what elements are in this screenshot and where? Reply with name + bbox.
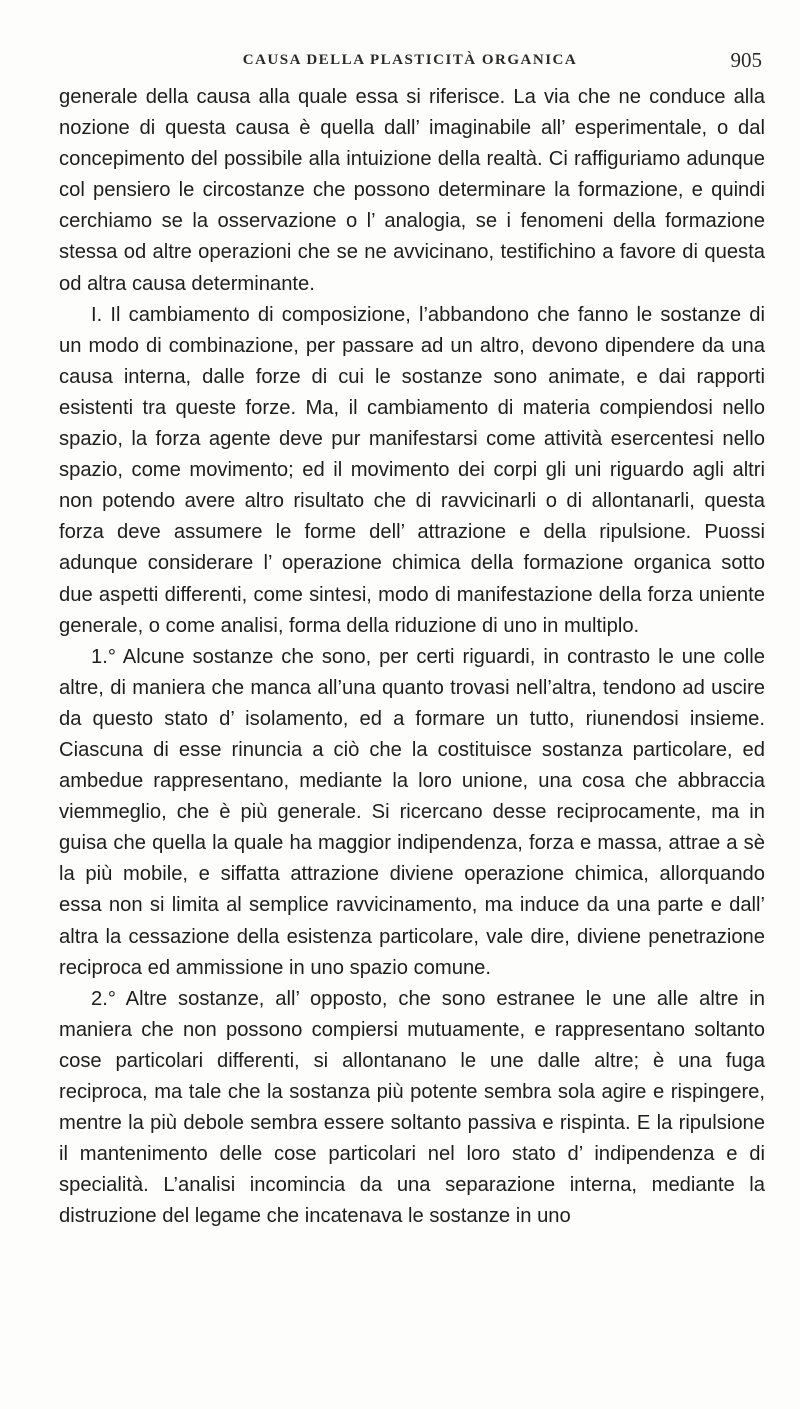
paragraph-point-two: 2.° Altre sostanze, all’ opposto, che sono estranee le une alle altre in maniera che non possono compiersi mutuamente, e rappresentano soltanto cose particolari differenti, si allontanano le une dalle altre; è una fuga reciproca, ma tale che la sostanza più potente sembra sola agire e rispingere, mentre la più debole sembra essere soltanto passiva e rispinta. E la ripulsione il mantenimento delle cose particolari nel loro stato d’ indipendenza e di specialità. L’analisi incomincia da una separazione interna, mediante la distruzione del legame che incatenava le sostanze in uno xyxy=(59,987,765,1228)
paragraph-section-one: I. Il cambiamento di composizione, l’abbandono che fanno le sostanze di un modo di combinazione, per passare ad un altro, devono dipendere da una causa interna, dalle forze di cui le sostanze sono animate, e dai rapporti esistenti tra queste forze. Ma, il cambiamento di materia compiendosi nello spazio, la forza agente deve pur manifestarsi come attività esercentesi nello spazio, come movimento; ed il movimento dei corpi gli uni riguardo agli altri non potendo avere altro risultato che di ravvicinarli o di allontanarli, questa forza deve assumere le forme dell’ attrazione e della ripulsione. Puossi adunque considerare l’ operazione chimica della formazione organica sotto due aspetti differenti, come sintesi, modo di manifestazione della forza uniente generale, o come analisi, forma della riduzione di uno in multiplo. xyxy=(59,303,765,637)
page-number: 905 xyxy=(730,48,762,72)
running-head: CAUSA DELLA PLASTICITÀ ORGANICA xyxy=(242,52,578,68)
paragraph-continuation: generale della causa alla quale essa si riferisce. La via che ne conduce alla nozione di questa causa è quella dall’ imaginabile all’ esperimentale, o dal concepimento del possibile alla intuizione della realtà. Ci raffiguriamo adunque col pensiero le circostanze che possono determinare la formazione, e quindi cerchiamo se la osservazione o l’ analogia, se i fenomeni della formazione stessa od altre operazioni che se ne avvicinano, testifichino a favore di questa od altra causa determinante. xyxy=(59,86,765,295)
text-body xyxy=(59,82,765,1232)
paragraph-point-one: 1.° Alcune sostanze che sono, per certi riguardi, in contrasto le une colle altre, di maniera che manca all’una quanto trovasi nell’altra, tendono ad uscire da questo stato d’ isolamento, ed a formare un tutto, riunendosi insieme. Ciascuna di esse rinuncia a ciò che la costituisce sostanza particolare, ed ambedue rappresentano, mediante la loro unione, una cosa che abbraccia viemmeglio, che è più generale. Si ricercano desse reciprocamente, ma in guisa che quella la quale ha maggior indipendenza, forza e massa, attrae a sè la più mobile, e siffatta attrazione diviene operazione chimica, allorquando essa non si limita al semplice ravvicinamento, ma induce da una parte e dall’ altra la cessazione della esistenza particolare, vale dire, diviene penetrazione reciproca ed ammissione in uno spazio comune. xyxy=(59,645,765,979)
page-header xyxy=(56,48,764,78)
